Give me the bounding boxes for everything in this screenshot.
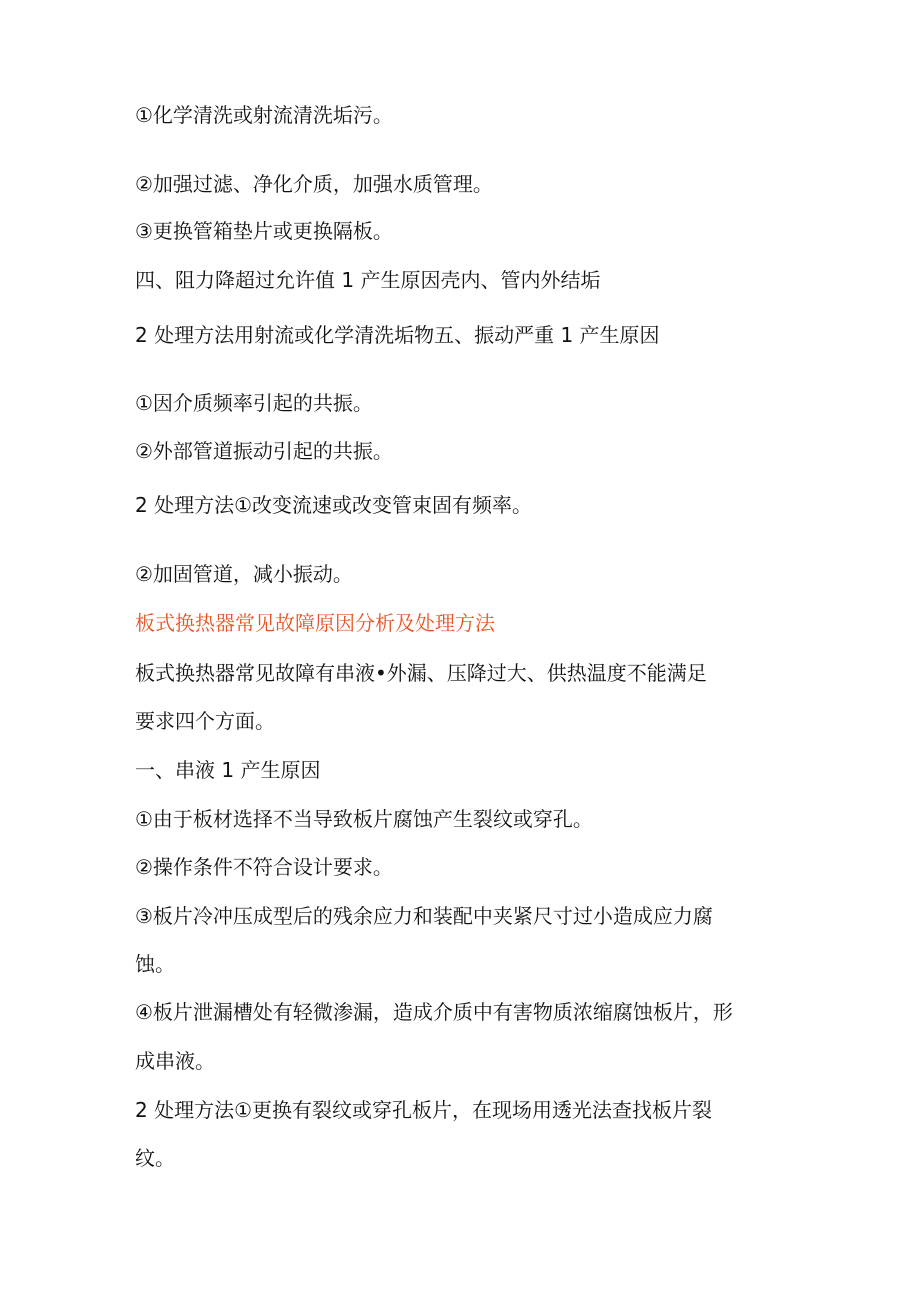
text-line-repair-2: ②加强过滤、净化介质，加强水质管理。 xyxy=(135,172,493,196)
section-cross-leak: 一、串液 1 产生原因 xyxy=(135,758,321,782)
text-line-cause-1: ①由于板材选择不当导致板片腐蚀产生裂纹或穿孔。 xyxy=(135,807,593,831)
text-line-cause-3a: ③板片冷冲压成型后的残余应力和装配中夹紧尺寸过小造成应力腐 xyxy=(135,904,713,928)
text-line-vibration-cause-2: ②外部管道振动引起的共振。 xyxy=(135,439,393,463)
text-line-cause-3b: 蚀。 xyxy=(135,952,175,976)
text-line-vibration-treatment-1: 2 处理方法①改变流速或改变管束固有频率。 xyxy=(135,493,533,517)
text-line-treatment-1a: 2 处理方法①更换有裂纹或穿孔板片，在现场用透光法查找板片裂 xyxy=(135,1098,713,1122)
text-line-repair-1: ①化学清洗或射流清洗垢污。 xyxy=(135,103,393,127)
text-line-vibration-cause-1: ①因介质频率引起的共振。 xyxy=(135,391,373,415)
text-line-repair-3: ③更换管箱垫片或更换隔板。 xyxy=(135,219,393,243)
text-line-treatment-1b: 纹。 xyxy=(135,1146,175,1170)
section-heading-plate-exchanger: 板式换热器常见故障原因分析及处理方法 xyxy=(135,611,495,635)
text-line-cause-4b: 成串液。 xyxy=(135,1049,215,1073)
text-line-cause-2: ②操作条件不符合设计要求。 xyxy=(135,855,393,879)
text-line-treatment-vibration: 2 处理方法用射流或化学清洗垢物五、振动严重 1 产生原因 xyxy=(135,323,660,347)
text-line-vibration-treatment-2: ②加固管道，减小振动。 xyxy=(135,562,353,586)
text-line-intro-2: 要求四个方面。 xyxy=(135,709,275,733)
text-line-intro-1: 板式换热器常见故障有串液•外漏、压降过大、供热温度不能满足 xyxy=(135,661,707,685)
section-resistance-drop: 四、阻力降超过允许值 1 产生原因壳内、管内外结垢 xyxy=(135,268,601,292)
text-line-cause-4a: ④板片泄漏槽处有轻微渗漏，造成介质中有害物质浓缩腐蚀板片，形 xyxy=(135,1000,733,1024)
